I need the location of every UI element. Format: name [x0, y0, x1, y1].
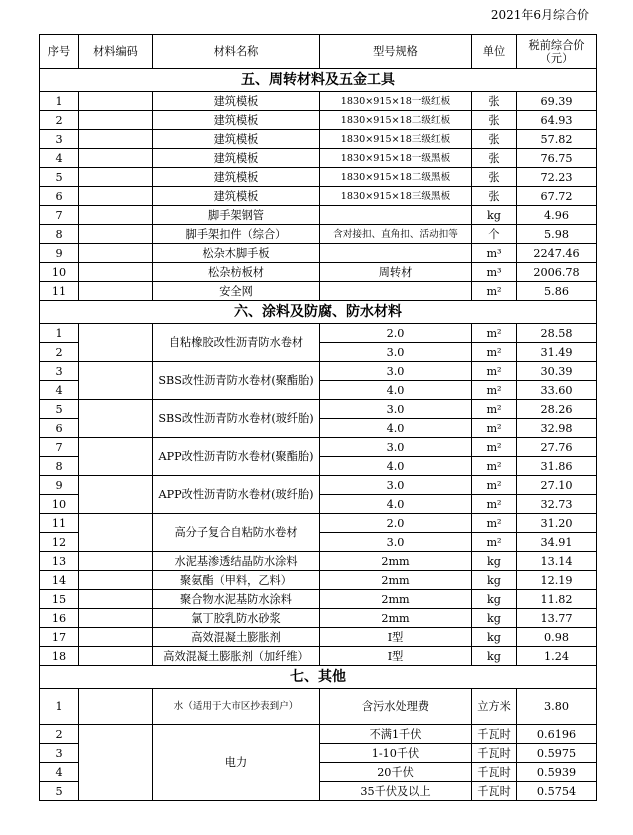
price-cell: 27.76 [517, 438, 597, 457]
table-row [40, 514, 597, 533]
seq-cell: 13 [40, 552, 79, 571]
spec-cell: 3.0 [320, 476, 472, 495]
name-cell: 建筑模板 [153, 168, 320, 187]
spec-cell: 4.0 [320, 457, 472, 476]
unit-cell: 千瓦时 [472, 763, 517, 782]
col-name-header: 材料名称 [153, 35, 320, 69]
price-cell: 4.96 [517, 206, 597, 225]
unit-cell: 个 [472, 225, 517, 244]
name-cell: 高分子复合自粘防水卷材 [153, 514, 320, 552]
section-title: 六、涂料及防腐、防水材料 [40, 301, 597, 324]
unit-cell: kg [472, 571, 517, 590]
spec-cell: 1830×915×18一级黑板 [320, 149, 472, 168]
name-cell: 水泥基渗透结晶防水涂料 [153, 552, 320, 571]
col-unit-header: 单位 [472, 35, 517, 69]
name-cell: APP改性沥青防水卷材(聚酯胎) [153, 438, 320, 476]
unit-cell: m² [472, 514, 517, 533]
seq-cell: 3 [40, 744, 79, 763]
code-cell [79, 609, 153, 628]
spec-cell: 3.0 [320, 533, 472, 552]
code-cell [79, 362, 153, 400]
unit-cell: m³ [472, 263, 517, 282]
name-cell: 聚氨酯（甲料，乙料） [153, 571, 320, 590]
price-cell: 31.49 [517, 343, 597, 362]
price-cell: 32.73 [517, 495, 597, 514]
col-price-header: 税前综合价 （元） [517, 35, 597, 69]
table-row [40, 725, 597, 744]
price-cell: 76.75 [517, 149, 597, 168]
table-row [40, 476, 597, 495]
unit-cell: 张 [472, 149, 517, 168]
code-cell [79, 628, 153, 647]
code-cell [79, 92, 153, 111]
price-cell: 5.86 [517, 282, 597, 301]
spec-cell: 3.0 [320, 438, 472, 457]
unit-cell: 张 [472, 111, 517, 130]
spec-cell: Ⅰ型 [320, 628, 472, 647]
table-row [40, 647, 597, 666]
spec-cell: 1830×915×18三级红板 [320, 130, 472, 149]
table-row [40, 609, 597, 628]
table-row [40, 168, 597, 187]
price-cell: 72.23 [517, 168, 597, 187]
table-row [40, 244, 597, 263]
unit-cell: m² [472, 438, 517, 457]
price-cell: 27.10 [517, 476, 597, 495]
price-cell: 5.98 [517, 225, 597, 244]
price-cell: 3.80 [517, 689, 597, 725]
price-cell: 28.26 [517, 400, 597, 419]
spec-cell: 1830×915×18一级红板 [320, 92, 472, 111]
section-title-row [40, 666, 597, 689]
unit-cell: 立方米 [472, 689, 517, 725]
price-cell: 0.5754 [517, 782, 597, 801]
spec-cell: 35千伏及以上 [320, 782, 472, 801]
table-row [40, 149, 597, 168]
spec-cell: Ⅰ型 [320, 647, 472, 666]
name-cell: 建筑模板 [153, 92, 320, 111]
table-row [40, 92, 597, 111]
price-table [39, 34, 597, 801]
unit-cell: 张 [472, 130, 517, 149]
unit-cell: 张 [472, 92, 517, 111]
seq-cell: 10 [40, 263, 79, 282]
name-cell: 聚合物水泥基防水涂料 [153, 590, 320, 609]
spec-cell: 1830×915×18二级红板 [320, 111, 472, 130]
name-cell: SBS改性沥青防水卷材(玻纤胎) [153, 400, 320, 438]
code-cell [79, 590, 153, 609]
unit-cell: kg [472, 628, 517, 647]
table-row [40, 362, 597, 381]
spec-cell: 3.0 [320, 362, 472, 381]
unit-cell: m² [472, 457, 517, 476]
section-title: 五、周转材料及五金工具 [40, 69, 597, 92]
price-cell: 69.39 [517, 92, 597, 111]
spec-cell: 2mm [320, 552, 472, 571]
table-row [40, 571, 597, 590]
code-cell [79, 552, 153, 571]
name-cell: 高效混凝土膨胀剂（加纤维） [153, 647, 320, 666]
table-row [40, 689, 597, 725]
table-row [40, 206, 597, 225]
spec-cell: 2mm [320, 590, 472, 609]
table-row [40, 263, 597, 282]
spec-cell: 1-10千伏 [320, 744, 472, 763]
seq-cell: 14 [40, 571, 79, 590]
name-cell: 电力 [153, 725, 320, 801]
spec-cell [320, 282, 472, 301]
seq-cell: 5 [40, 168, 79, 187]
code-cell [79, 476, 153, 514]
seq-cell: 8 [40, 225, 79, 244]
code-cell [79, 689, 153, 725]
name-cell: APP改性沥青防水卷材(玻纤胎) [153, 476, 320, 514]
name-cell: 氯丁胶乳防水砂浆 [153, 609, 320, 628]
seq-cell: 4 [40, 381, 79, 400]
table-row [40, 282, 597, 301]
unit-cell: kg [472, 609, 517, 628]
unit-cell: m² [472, 533, 517, 552]
price-cell: 32.98 [517, 419, 597, 438]
seq-cell: 2 [40, 111, 79, 130]
spec-cell: 4.0 [320, 381, 472, 400]
seq-cell: 4 [40, 149, 79, 168]
code-cell [79, 514, 153, 552]
unit-cell: m² [472, 400, 517, 419]
spec-cell: 不满1千伏 [320, 725, 472, 744]
seq-cell: 1 [40, 689, 79, 725]
col-code-header: 材料编码 [79, 35, 153, 69]
seq-cell: 6 [40, 419, 79, 438]
unit-cell: m² [472, 324, 517, 343]
unit-cell: kg [472, 552, 517, 571]
price-cell: 12.19 [517, 571, 597, 590]
price-cell: 57.82 [517, 130, 597, 149]
seq-cell: 8 [40, 457, 79, 476]
price-cell: 11.82 [517, 590, 597, 609]
unit-cell: 千瓦时 [472, 782, 517, 801]
code-cell [79, 187, 153, 206]
table-row [40, 187, 597, 206]
price-cell: 31.86 [517, 457, 597, 476]
code-cell [79, 244, 153, 263]
code-cell [79, 206, 153, 225]
seq-cell: 2 [40, 725, 79, 744]
table-row [40, 552, 597, 571]
price-cell: 0.98 [517, 628, 597, 647]
seq-cell: 10 [40, 495, 79, 514]
seq-cell: 5 [40, 782, 79, 801]
spec-cell: 3.0 [320, 400, 472, 419]
spec-cell: 1830×915×18二级黑板 [320, 168, 472, 187]
seq-cell: 4 [40, 763, 79, 782]
price-cell: 34.91 [517, 533, 597, 552]
unit-cell: kg [472, 590, 517, 609]
seq-cell: 6 [40, 187, 79, 206]
code-cell [79, 263, 153, 282]
seq-cell: 16 [40, 609, 79, 628]
price-cell: 0.6196 [517, 725, 597, 744]
name-cell: 建筑模板 [153, 111, 320, 130]
code-cell [79, 130, 153, 149]
price-cell: 31.20 [517, 514, 597, 533]
table-row [40, 130, 597, 149]
name-cell: 松杂枋板材 [153, 263, 320, 282]
table-row [40, 590, 597, 609]
price-cell: 2006.78 [517, 263, 597, 282]
name-cell: SBS改性沥青防水卷材(聚酯胎) [153, 362, 320, 400]
section-title: 七、其他 [40, 666, 597, 689]
seq-cell: 1 [40, 324, 79, 343]
code-cell [79, 571, 153, 590]
spec-cell: 1830×915×18三级黑板 [320, 187, 472, 206]
spec-cell: 含污水处理费 [320, 689, 472, 725]
seq-cell: 11 [40, 514, 79, 533]
table-header-row [40, 35, 597, 69]
table-row [40, 225, 597, 244]
seq-cell: 2 [40, 343, 79, 362]
spec-cell: 2mm [320, 571, 472, 590]
seq-cell: 7 [40, 206, 79, 225]
price-cell: 13.14 [517, 552, 597, 571]
spec-cell: 20千伏 [320, 763, 472, 782]
unit-cell: 千瓦时 [472, 744, 517, 763]
name-cell: 自粘橡胶改性沥青防水卷材 [153, 324, 320, 362]
unit-cell: 张 [472, 187, 517, 206]
table-row [40, 324, 597, 343]
unit-cell: kg [472, 647, 517, 666]
seq-cell: 9 [40, 244, 79, 263]
price-cell: 67.72 [517, 187, 597, 206]
name-cell: 安全网 [153, 282, 320, 301]
name-cell: 建筑模板 [153, 149, 320, 168]
code-cell [79, 282, 153, 301]
name-cell: 水（适用于大市区抄表到户） [153, 689, 320, 725]
price-cell: 30.39 [517, 362, 597, 381]
unit-cell: 张 [472, 168, 517, 187]
table-row [40, 400, 597, 419]
code-cell [79, 149, 153, 168]
unit-cell: m² [472, 362, 517, 381]
unit-cell: m² [472, 282, 517, 301]
spec-cell [320, 206, 472, 225]
name-cell: 高效混凝土膨胀剂 [153, 628, 320, 647]
price-cell: 0.5975 [517, 744, 597, 763]
price-cell: 0.5939 [517, 763, 597, 782]
price-date-label: 2021年6月综合价 [490, 8, 589, 22]
code-cell [79, 438, 153, 476]
spec-cell: 4.0 [320, 495, 472, 514]
name-cell: 脚手架扣件（综合） [153, 225, 320, 244]
price-cell: 33.60 [517, 381, 597, 400]
code-cell [79, 725, 153, 801]
unit-cell: 千瓦时 [472, 725, 517, 744]
section-title-row [40, 301, 597, 324]
spec-cell: 2.0 [320, 324, 472, 343]
spec-cell [320, 244, 472, 263]
seq-cell: 15 [40, 590, 79, 609]
unit-cell: m² [472, 476, 517, 495]
name-cell: 脚手架钢管 [153, 206, 320, 225]
code-cell [79, 111, 153, 130]
col-spec-header: 型号规格 [320, 35, 472, 69]
price-cell: 28.58 [517, 324, 597, 343]
unit-cell: kg [472, 206, 517, 225]
seq-cell: 5 [40, 400, 79, 419]
col-seq-header: 序号 [40, 35, 79, 69]
seq-cell: 12 [40, 533, 79, 552]
seq-cell: 9 [40, 476, 79, 495]
price-cell: 2247.46 [517, 244, 597, 263]
unit-cell: m² [472, 343, 517, 362]
price-cell: 64.93 [517, 111, 597, 130]
code-cell [79, 225, 153, 244]
spec-cell: 4.0 [320, 419, 472, 438]
code-cell [79, 324, 153, 362]
spec-cell: 3.0 [320, 343, 472, 362]
name-cell: 松杂木脚手板 [153, 244, 320, 263]
code-cell [79, 400, 153, 438]
seq-cell: 3 [40, 130, 79, 149]
seq-cell: 3 [40, 362, 79, 381]
name-cell: 建筑模板 [153, 130, 320, 149]
seq-cell: 18 [40, 647, 79, 666]
price-cell: 13.77 [517, 609, 597, 628]
spec-cell: 周转材 [320, 263, 472, 282]
seq-cell: 17 [40, 628, 79, 647]
code-cell [79, 168, 153, 187]
seq-cell: 11 [40, 282, 79, 301]
price-cell: 1.24 [517, 647, 597, 666]
code-cell [79, 647, 153, 666]
unit-cell: m² [472, 495, 517, 514]
unit-cell: m³ [472, 244, 517, 263]
table-row [40, 628, 597, 647]
spec-cell: 2.0 [320, 514, 472, 533]
seq-cell: 1 [40, 92, 79, 111]
table-row [40, 111, 597, 130]
section-title-row [40, 69, 597, 92]
unit-cell: m² [472, 381, 517, 400]
table-row [40, 438, 597, 457]
name-cell: 建筑模板 [153, 187, 320, 206]
spec-cell: 含对接扣、直角扣、活动扣等 [320, 225, 472, 244]
spec-cell: 2mm [320, 609, 472, 628]
unit-cell: m² [472, 419, 517, 438]
seq-cell: 7 [40, 438, 79, 457]
